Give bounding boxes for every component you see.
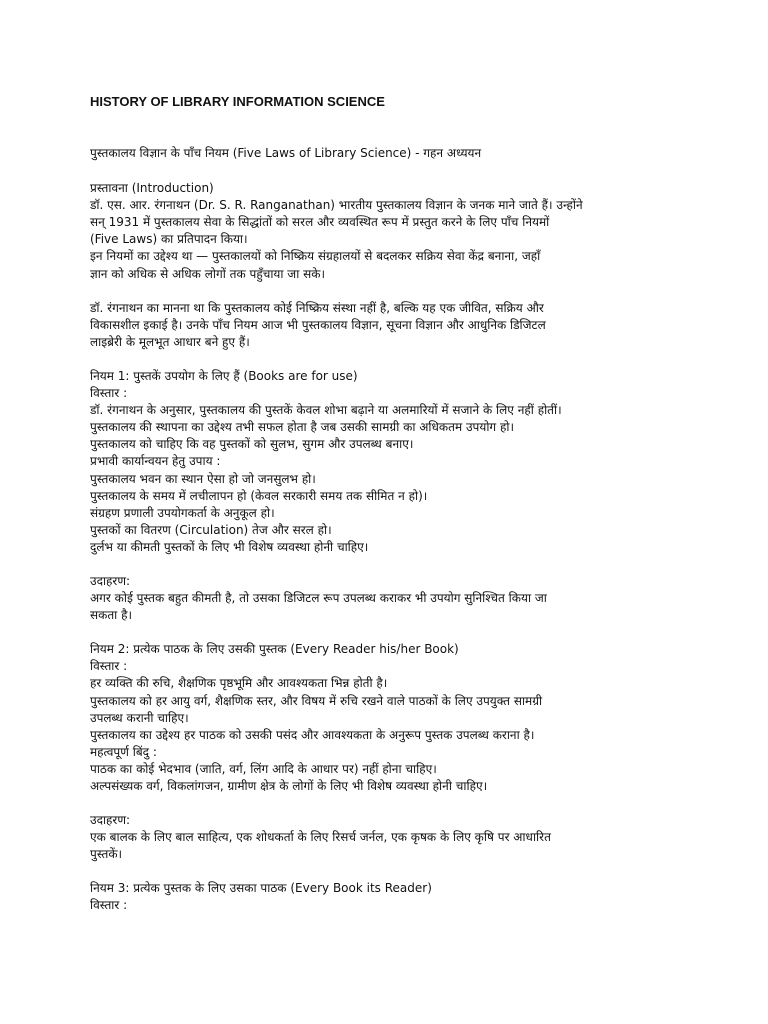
text-line: प्रभावी कार्यान्वयन हेतु उपाय : bbox=[90, 454, 221, 469]
text-line: हर व्यक्ति की रुचि, शैक्षणिक पृष्ठभूमि और आवश्यकता भिन्न होती है। bbox=[90, 676, 388, 691]
law-2-block bbox=[90, 641, 728, 795]
law-2-heading: नियम 2: प्रत्येक पाठक के लिए उसकी पुस्तक (Every Reader his/her Book) bbox=[90, 642, 459, 657]
text-line: सन् 1931 में पुस्तकालय सेवा के सिद्धांतों को सरल और व्यवस्थित रूप में प्रस्तुत करने के लिए पाँच नियमों bbox=[90, 215, 550, 230]
section-heading-block bbox=[90, 145, 728, 162]
example-heading: उदाहरण: bbox=[90, 573, 131, 588]
law-3-heading: नियम 3: प्रत्येक पुस्तक के लिए उसका पाठक (Every Book its Reader) bbox=[90, 881, 432, 896]
text-line: पुस्तकालय को हर आयु वर्ग, शैक्षणिक स्तर, और विषय में रुचि रखने वाले पाठकों के लिए उपयुक्त सामग्री bbox=[90, 693, 543, 708]
law-1-heading: नियम 1: पुस्तकें उपयोग के लिए हैं (Books are for use) bbox=[90, 368, 358, 383]
text-line: एक बालक के लिए बाल साहित्य, एक शोधकर्ता के लिए रिसर्च जर्नल, एक कृषक के लिए कृषि पर आधारित bbox=[90, 830, 551, 845]
text-line: सकता है। bbox=[90, 608, 133, 623]
text-line: पुस्तकें। bbox=[90, 847, 123, 862]
text-line: पाठक का कोई भेदभाव (जाति, वर्ग, लिंग आदि के आधार पर) नहीं होना चाहिए। bbox=[90, 761, 437, 776]
introduction-heading: प्रस्तावना (Introduction) bbox=[90, 181, 214, 196]
text-line: (Five Laws) का प्रतिपादन किया। bbox=[90, 232, 248, 247]
text-line: दुर्लभ या कीमती पुस्तकों के लिए भी विशेष व्यवस्था होनी चाहिए। bbox=[90, 539, 369, 554]
text-line: डॉ. एस. आर. रंगनाथन (Dr. S. R. Ranganathan) भारतीय पुस्तकालय विज्ञान के जनक माने जाते हैं। उन्होंने bbox=[90, 198, 583, 213]
text-line: विस्तार : bbox=[90, 898, 128, 913]
text-line: विकासशील इकाई है। उनके पाँच नियम आज भी पुस्तकालय विज्ञान, सूचना विज्ञान और आधुनिक डिजिटल bbox=[90, 317, 546, 332]
text-line: पुस्तकालय भवन का स्थान ऐसा हो जो जनसुलभ हो। bbox=[90, 471, 316, 486]
text-line: लाइब्रेरी के मूलभूत आधार बने हुए हैं। bbox=[90, 334, 250, 349]
text-line: विस्तार : bbox=[90, 659, 128, 674]
text-line: उपलब्ध करानी चाहिए। bbox=[90, 710, 189, 725]
example-heading: उदाहरण: bbox=[90, 813, 131, 828]
text-line: पुस्तकों का वितरण (Circulation) तेज और सरल हो। bbox=[90, 522, 332, 537]
text-line: अगर कोई पुस्तक बहुत कीमती है, तो उसका डिजिटल रूप उपलब्ध कराकर भी उपयोग सुनिश्चित किया जा bbox=[90, 591, 547, 606]
text-line: डॉ. रंगनाथन के अनुसार, पुस्तकालय की पुस्तकें केवल शोभा बढ़ाने या अलमारियों में सजाने के लिए नहीं होतीं। bbox=[90, 403, 562, 418]
text-line: डॉ. रंगनाथन का मानना था कि पुस्तकालय कोई निष्क्रिय संस्था नहीं है, बल्कि यह एक जीवित, सक्रिय और bbox=[90, 300, 544, 315]
text-line: अल्पसंख्यक वर्ग, विकलांगजन, ग्रामीण क्षेत्र के लोगों के लिए भी विशेष व्यवस्था होनी चाहिए। bbox=[90, 779, 488, 793]
example-2-block bbox=[90, 812, 728, 863]
paragraph-block bbox=[90, 300, 728, 351]
text-line: संग्रहण प्रणाली उपयोगकर्ता के अनुकूल हो। bbox=[90, 505, 275, 520]
text-line: पुस्तकालय को चाहिए कि वह पुस्तकों को सुलभ, सुगम और उपलब्ध बनाए। bbox=[90, 437, 414, 452]
document-title: HISTORY OF LIBRARY INFORMATION SCIENCE bbox=[90, 94, 385, 109]
text-line: महत्वपूर्ण बिंदु : bbox=[90, 744, 157, 759]
text-line: पुस्तकालय की स्थापना का उद्देश्य तभी सफल होता है जब उसकी सामग्री का अधिकतम उपयोग हो। bbox=[90, 420, 515, 435]
text-line: विस्तार : bbox=[90, 386, 128, 401]
text-line: ज्ञान को अधिक से अधिक लोगों तक पहुँचाया जा सके। bbox=[90, 266, 326, 281]
text-line: इन नियमों का उद्देश्य था — पुस्तकालयों को निष्क्रिय संग्रहालयों से बदलकर सक्रिय सेवा केंद्र बनाना, जहाँ bbox=[90, 249, 541, 264]
example-1-block bbox=[90, 573, 728, 624]
law-3-block bbox=[90, 880, 728, 914]
text-line: पुस्तकालय का उद्देश्य हर पाठक को उसकी पसंद और आवश्यकता के अनुरूप पुस्तक उपलब्ध कराना है। bbox=[90, 727, 535, 742]
introduction-block bbox=[90, 180, 728, 283]
section-heading: पुस्तकालय विज्ञान के पाँच नियम (Five Laws of Library Science) - गहन अध्ययन bbox=[90, 146, 482, 160]
law-1-block bbox=[90, 368, 728, 556]
text-line: पुस्तकालय के समय में लचीलापन हो (केवल सरकारी समय तक सीमित न हो)। bbox=[90, 488, 428, 503]
